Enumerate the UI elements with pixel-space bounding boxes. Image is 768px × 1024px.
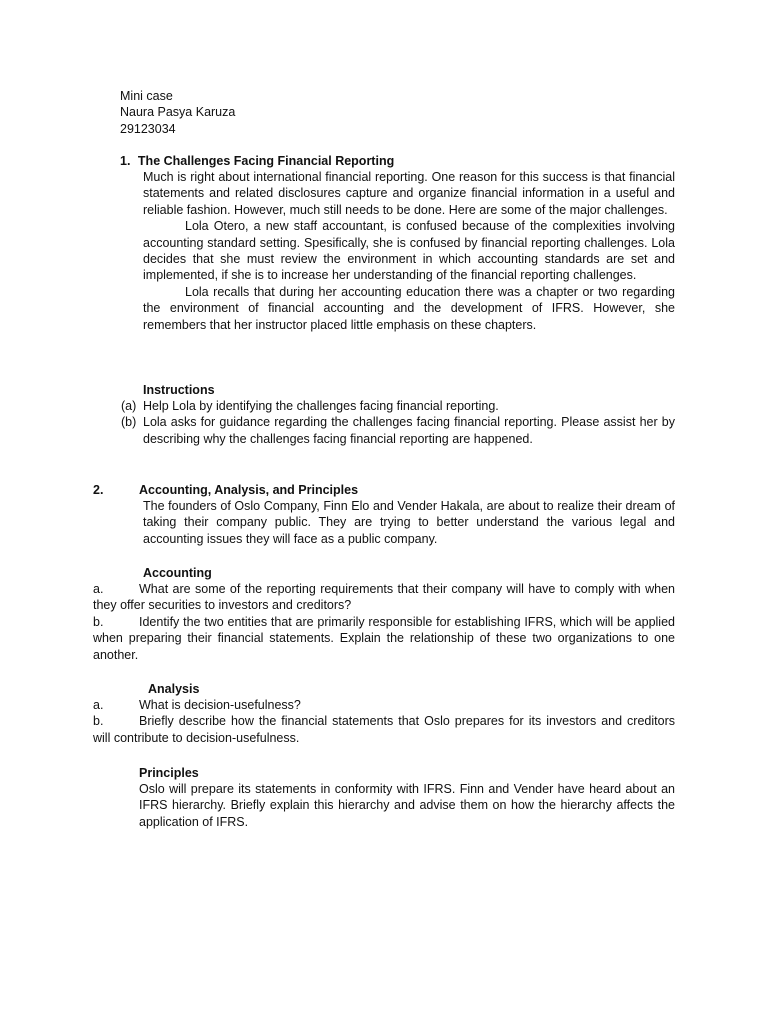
list-item-text: What is decision-usefulness?	[139, 698, 301, 712]
list-item-label: a.	[93, 698, 104, 712]
section-1-paragraph: Lola Otero, a new staff accountant, is confused because of the complexities involving accounting standard setting. Spesifically, she is confused by financial reporting challenges. Lola decides that she must review the environment in which accounting standards are set and implemented, if she is to increase her understanding of the financial reporting challenges.	[143, 219, 675, 283]
section-1-body	[143, 169, 675, 333]
list-item-text: Help Lola by identifying the challenges facing financial reporting.	[143, 399, 499, 413]
author-name: Naura Pasya Karuza	[120, 105, 236, 120]
section-2-number: 2.	[93, 483, 104, 497]
student-id: 29123034	[120, 121, 176, 136]
list-item	[93, 713, 675, 746]
list-item-label: (b)	[121, 415, 137, 430]
analysis-heading: Analysis	[148, 682, 200, 696]
section-2-intro: The founders of Oslo Company, Finn Elo and Vender Hakala, are about to realize their dream of taking their company public. They are trying to better understand the various legal and accounting issues they will face as a public company.	[143, 499, 675, 546]
document-header	[120, 88, 420, 137]
section-1-paragraph: Much is right about international financial reporting. One reason for this success is that financial statements and related disclosures capture and organize financial information in a useful and reliable fashion. However, much still needs to be done. Here are some of the major challenges.	[143, 170, 675, 217]
list-item	[121, 414, 675, 447]
doc-title: Mini case	[120, 89, 173, 103]
list-item-label: b.	[93, 714, 104, 729]
list-item-text: Identify the two entities that are primarily responsible for establishing IFRS, which will be applied when preparing their financial statements. Explain the relationship of these two organizations to one another.	[93, 614, 675, 662]
section-1-paragraph: Lola recalls that during her accounting education there was a chapter or two regarding the environment of financial accounting and the development of IFRS. However, she remembers that her instructor placed little emphasis on these chapters.	[143, 284, 675, 332]
analysis-list	[93, 697, 675, 746]
principles-heading: Principles	[139, 766, 199, 780]
principles-text: Oslo will prepare its statements in conformity with IFRS. Finn and Vender have heard about an IFRS hierarchy. Briefly explain this hierarchy and advise them on how the hierarchy affects the application of IFRS.	[139, 782, 675, 829]
list-item	[93, 697, 675, 713]
list-item	[121, 398, 675, 414]
section-2-title: Accounting, Analysis, and Principles	[139, 483, 359, 497]
section-2-heading	[93, 482, 593, 498]
list-item	[93, 614, 675, 663]
section-1-heading	[120, 153, 620, 169]
list-item-label: a.	[93, 582, 104, 596]
list-item-label: (a)	[121, 399, 137, 413]
list-item	[93, 581, 675, 614]
section-1-title: The Challenges Facing Financial Reporting	[137, 154, 395, 168]
list-item-text: Briefly describe how the financial statements that Oslo prepares for its investors and creditors will contribute to decision-usefulness.	[93, 714, 675, 745]
accounting-heading: Accounting	[143, 566, 212, 580]
section-1-number: 1.	[120, 154, 131, 168]
list-item-label: b.	[93, 614, 104, 629]
instructions-heading: Instructions	[143, 383, 215, 397]
list-item-text: What are some of the reporting requirements that their company will have to comply with when they offer securities to investors and creditors?	[93, 582, 675, 613]
instructions-list	[121, 398, 675, 447]
list-item-text: Lola asks for guidance regarding the challenges facing financial reporting. Please assist her by describing why the challenges facing financial reporting are happened.	[143, 415, 675, 446]
accounting-list	[93, 581, 675, 663]
